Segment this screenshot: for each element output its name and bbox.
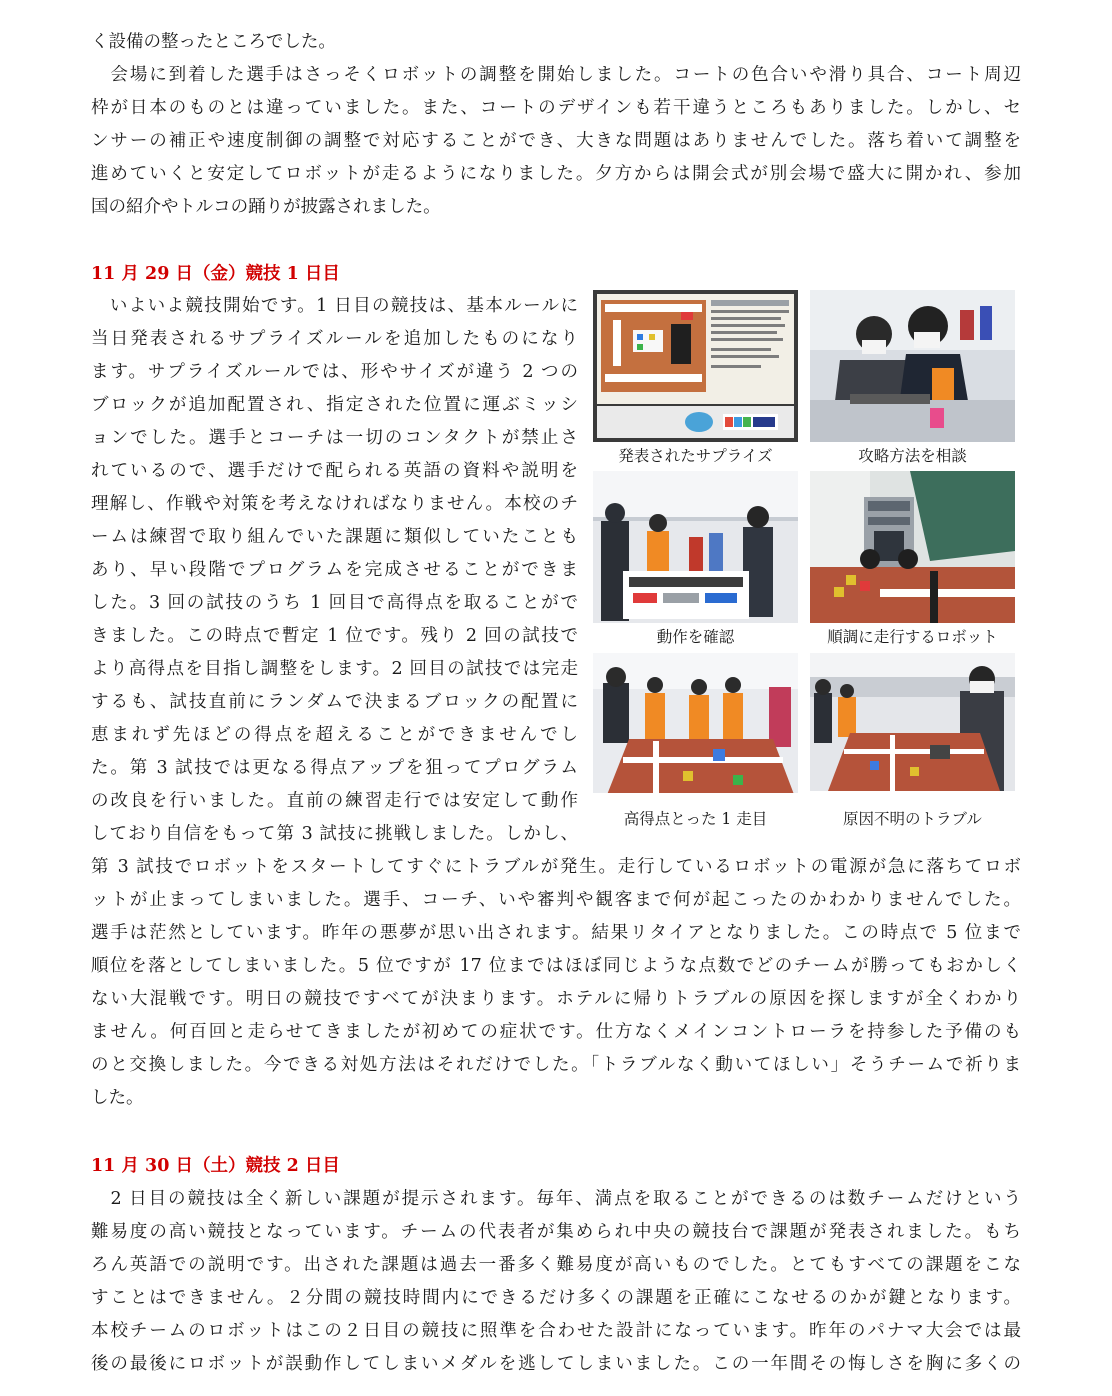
photo-caption-2: 攻略方法を相談 bbox=[858, 447, 967, 465]
day1-line-8: ームは練習で取り組んでいた課題に類似していたことも bbox=[91, 527, 578, 547]
day1-line-7: 理解し、作戦や対策を考えなければなりません。本校のチ bbox=[91, 494, 578, 514]
photo-caption-5: 高得点とった 1 走目 bbox=[623, 810, 768, 828]
photo-caption-1: 発表されたサプライズ bbox=[618, 447, 773, 465]
robot-closeup-photo bbox=[810, 471, 1015, 623]
day1-full-line-1: 第 3 試技でロボットをスタートしてすぐにトラブルが発生。走行しているロボットの電源が急に落ちてロボ bbox=[91, 857, 1021, 877]
day1-full-line-5: ない大混戦です。明日の競技ですべてが決まります。ホテルに帰りトラブルの原因を探しますが全くわかり bbox=[91, 989, 1021, 1009]
day1-line-2: 当日発表されるサプライズルールを追加したものになり bbox=[91, 329, 578, 349]
day1-line-15: た。第 3 試技では更なる得点アップを狙ってプログラム bbox=[91, 758, 578, 778]
day1-line-5: ョンでした。選手とコーチは一切のコンタクトが禁止さ bbox=[91, 428, 578, 448]
day2-heading: 11 月 30 日（土）競技 2 日目 bbox=[91, 1156, 340, 1176]
day2-line-2: 難易度の高い競技となっています。チームの代表者が集められ中央の競技台で課題が発表されました。もち bbox=[91, 1222, 1021, 1242]
photo-caption-4: 順調に走行するロボット bbox=[827, 628, 998, 646]
intro-line-2: 会場に到着した選手はさっそくロボットの調整を開始しました。コートの色合いや滑り具合、コート周辺 bbox=[91, 65, 1021, 85]
day1-full-line-6: ません。何百回と走らせてきましたが初めての症状です。仕方なくメインコントローラを持参した予備のも bbox=[91, 1022, 1021, 1042]
day1-line-12: より高得点を目指し調整をします。2 回目の試技では完走 bbox=[91, 659, 578, 679]
photo-caption-6: 原因不明のトラブル bbox=[843, 810, 982, 828]
day2-line-4: すことはできません。２分間の競技時間内にできるだけ多くの課題を正確にこなせるのかが鍵となります。 bbox=[91, 1288, 1021, 1308]
day1-line-1: いよいよ競技開始です。1 日目の競技は、基本ルールに bbox=[91, 296, 578, 316]
day1-line-4: ブロックが追加配置され、指定された位置に運ぶミッシ bbox=[91, 395, 578, 415]
day2-line-3: ろん英語での説明です。出された課題は過去一番多く難易度が高いものでした。とてもすべての課題をこな bbox=[91, 1255, 1021, 1275]
day1-full-line-4: 順位を落としてしまいました。5 位ですが 17 位まではほぼ同じような点数でどのチームが勝ってもおかしく bbox=[91, 956, 1021, 976]
team-discussion-photo bbox=[810, 290, 1015, 442]
intro-line-5: 進めていくと安定してロボットが走るようになりました。夕方からは開会式が別会場で盛大に開かれ、参加 bbox=[91, 164, 1021, 184]
day1-line-17: しており自信をもって第 3 試技に挑戦しました。しかし、 bbox=[91, 824, 578, 844]
day2-line-6: 後の最後にロボットが誤動作してしまいメダルを逃してしまいました。この一年間その悔しさを胸に多くの bbox=[91, 1354, 1021, 1374]
day1-line-14: 恵まれず先ほどの得点を超えることができませんでし bbox=[91, 725, 578, 745]
day1-line-9: あり、早い段階でプログラムを完成させることができま bbox=[91, 560, 578, 580]
day2-line-5: 本校チームのロボットはこの２日目の競技に照準を合わせた設計になっています。昨年のパナマ大会では最 bbox=[91, 1321, 1021, 1341]
photo-caption-3: 動作を確認 bbox=[656, 628, 735, 646]
checking-operation-photo bbox=[593, 471, 798, 623]
day1-heading: 11 月 29 日（金）競技 1 日目 bbox=[91, 264, 340, 284]
day1-line-6: れているので、選手だけで配られる英語の資料や説明を bbox=[91, 461, 578, 481]
day1-line-11: きました。この時点で暫定 1 位です。残り 2 回の試技で bbox=[91, 626, 578, 646]
intro-line-4: ンサーの補正や速度制御の調整で対応することができ、大きな問題はありませんでした。落ち着いて調整を bbox=[91, 131, 1021, 151]
trouble-photo bbox=[810, 653, 1015, 791]
day1-line-3: ます。サプライズルールでは、形やサイズが違う 2 つの bbox=[91, 362, 578, 382]
day1-line-10: した。3 回の試技のうち 1 回目で高得点を取ることがで bbox=[91, 593, 578, 613]
day1-line-16: の改良を行いました。直前の練習走行では安定して動作 bbox=[91, 791, 578, 811]
intro-line-6: 国の紹介やトルコの踊りが披露されました。 bbox=[91, 197, 441, 217]
intro-line-3: 枠が日本のものとは違っていました。また、コートのデザインも若干違うところもありました。しかし、セ bbox=[91, 98, 1021, 118]
day2-line-1: 2 日目の競技は全く新しい課題が提示されます。毎年、満点を取ることができるのは数チームだけという bbox=[91, 1189, 1021, 1209]
day1-full-line-3: 選手は茫然としています。昨年の悪夢が思い出されます。結果リタイアとなりました。この時点で 5 位まで bbox=[91, 923, 1021, 943]
day1-full-line-2: ットが止まってしまいました。選手、コーチ、いや審判や観客まで何が起こったのかわかりませんでした。 bbox=[91, 890, 1021, 910]
day1-full-line-7: のと交換しました。今できる対処方法はそれだけでした。「トラブルなく動いてほしい」そうチームで祈りま bbox=[91, 1055, 1021, 1075]
first-run-photo bbox=[593, 653, 798, 805]
intro-line-1: く設備の整ったところでした。 bbox=[91, 32, 336, 52]
day1-line-13: するも、試技直前にランダムで決まるブロックの配置に bbox=[91, 692, 578, 712]
day1-full-line-8: した。 bbox=[91, 1088, 144, 1108]
rules-board-photo bbox=[593, 290, 798, 442]
